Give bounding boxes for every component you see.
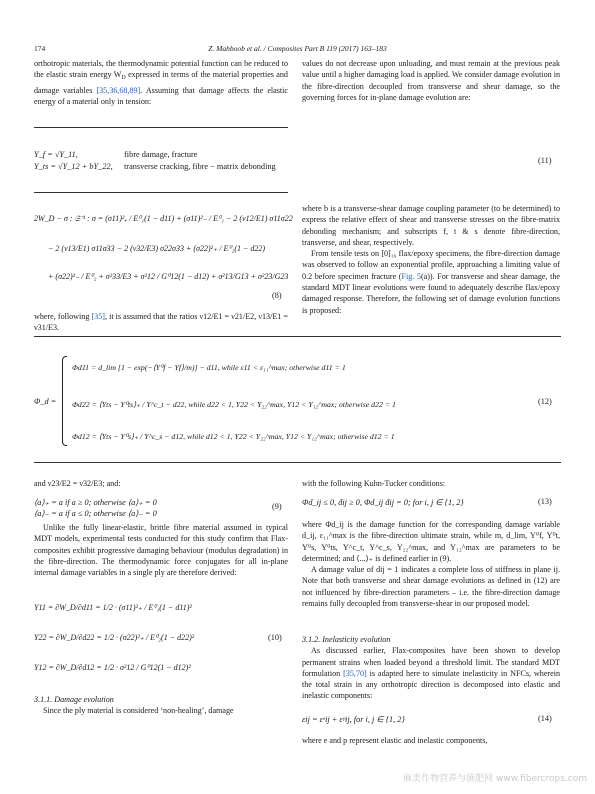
eq13-number: (13) [538, 497, 552, 506]
divider-rule [34, 192, 288, 193]
section-heading: 3.1.1. Damage evolution [34, 695, 114, 704]
text-span: , it is assumed that the ratios ν12/E1 = ν21/E2, ν13/E1 = ν31/E3. [34, 312, 288, 333]
text-span: expressed in terms of the material properties and damage variables [34, 70, 288, 95]
components-line [302, 735, 560, 746]
damage-evolution-section [34, 694, 288, 717]
paragraph-text: where b is a transverse-shear damage coupling parameter (to be determined) to express the relative effect of shear and transverse stresses on the fibre-matrix debonding mechanism; and subscripts f, t & s denote fibre-direction, transverse, and shear, respectively. [302, 204, 560, 247]
inelasticity-section [302, 634, 560, 702]
eq13: Φd_ij ≤ 0, ḋij ≥ 0, Φd_ij ḋij = 0; for i, j ∈ {1, 2} [302, 498, 464, 507]
ratio-line [34, 478, 288, 489]
coupling-paragraph [302, 203, 560, 316]
page-number: 174 [34, 44, 46, 53]
text-span: where, following [34, 312, 92, 321]
divider-rule [34, 336, 561, 337]
paragraph-text: Since the ply material is considered ‘non-healing’, damage [43, 706, 234, 716]
divider-rule [34, 127, 288, 128]
parameters-paragraph [302, 519, 560, 609]
watermark: 麻类作物营养与施肥网 www.fibercrops.com [403, 774, 587, 784]
citation-link[interactable]: [35,36,68,89] [96, 85, 141, 95]
divider-rule [34, 462, 561, 463]
journal-citation: Z. Mahboob et al. / Composites Part B 119 (2017) 163–183 [208, 44, 387, 53]
paragraph-text: Unlike the fully linear-elastic, brittle fibre material assumed in typical MDT models, experimental tests conducted for this study confirm that Flax-composites exhibit progressive damaging behaviour (modulus degradation) in the fibre-direction. The thermodynamic force conjugates for all in-plane internal damage variables in a single ply are therefore derived: [34, 523, 288, 578]
paragraph-text: with the following Kuhn-Tucker conditions: [302, 479, 446, 488]
text-span: (a)). For transverse and shear damage, the standard MDT linear evolutions were found to adequately describe flax/epoxy damaged response. Therefore, the following set of damage evolution functions is proposed: [302, 271, 560, 315]
paragraph-text: where e and p represent elastic and inelastic components, [302, 736, 488, 745]
text-span: . Assuming that damage affects the elastic energy of a material only in tension: [34, 85, 288, 106]
eq8-number: (8) [272, 291, 282, 300]
unlike-paragraph [34, 522, 288, 578]
paragraph-text: and ν23/E2 = ν32/E3; and: [34, 479, 121, 488]
eq10-y11: Y11 = ∂W_D/∂d11 = 1/2 · (σ11)²₊ / E⁰₁(1 − d11)² [34, 603, 192, 612]
eq12-number: (12) [538, 397, 552, 406]
eq12-lhs: Φ_d = [34, 397, 57, 406]
intro-paragraph: orthotropic materials, the thermodynamic potential function can be reduced to the elastic strain energy $W_D$ expressed in terms of the material properties and damage variables [35,36,68,89]. Assuming that damage affects the elastic energy of a material only in tension: [34, 59, 288, 106]
eq8-line1: 2W_D − σ : 𝔖⁻¹ : σ = (σ11)²₊ / E⁰₁(1 − d11) + (σ11)²₋ / E⁰₁ − 2 (ν12/E1) σ11σ22 [34, 214, 293, 223]
paragraph-text: where Φd_ij is the damage function for the corresponding damage variable d_ij, ε₁₁^max is the fibre-direction ultimate strain, while m, d_lim, Y⁰f, Y⁰t, Y⁰s, Y⁰ts, Y^c_t, Y^c_s, Y₂₂^max, and Y₁₂^max are parameters to be determined; and ⟨...⟩₊ is defined earlier in (9). [302, 520, 560, 563]
page-header [34, 44, 561, 58]
eq12-row2: Φd22 = ⟨Yts − Y⁰ts⟩₊ / Y^c_t − d22, while d22 < 1, Y22 < Y₂₂^max, Y12 < Y₁₂^max; otherwise d22 = 1 [72, 400, 396, 409]
citation-link[interactable]: [35,70] [343, 668, 367, 678]
text-span: As discussed earlier, Flax-composites have been shown to develop permanent strains when loaded beyond a threshold limit. The standard MDT formulation [302, 646, 560, 678]
eq8-line3: + (σ22)²₋ / E⁰₂ + σ²33/E3 + σ²12 / G⁰12(1 − d12) + σ²13/G13 + σ²23/G23 [48, 272, 289, 281]
figure-link[interactable]: Fig. 5 [401, 271, 421, 281]
eq14-number: (14) [538, 714, 552, 723]
text-span: is adapted here to simulate inelasticity in NFCs, wherein the total strain in any orthotropic direction is decomposed into elastic and inelastic components: [302, 668, 560, 701]
section-heading: 3.1.2. Inelasticity evolution [302, 635, 391, 644]
eq10-y12: Y12 = ∂W_D/∂d12 = 1/2 · σ²12 / G⁰12(1 − d12)² [34, 663, 191, 672]
eq11-line2-lhs: Y_ts = √Y_12 + bY_22, [34, 162, 113, 171]
eq8-line2: − 2 (ν13/E1) σ11σ33 − 2 (ν32/E3) σ22σ33 + (σ22)²₊ / E⁰₂(1 − d22) [48, 244, 266, 253]
eq11-line1-lhs: Y_f = √Y_11, [34, 150, 78, 159]
text-span: orthotropic materials, the thermodynamic potential function can be reduced to the elastic strain energy W [34, 59, 288, 80]
eq11-line1-desc: fibre damage, fracture [124, 150, 198, 159]
damage-forces-paragraph [302, 58, 560, 103]
eq10-y22: Y22 = ∂W_D/∂d22 = 1/2 · (σ22)²₊ / E⁰₂(1 − d22)² [34, 633, 195, 642]
citation-link[interactable]: [35] [91, 312, 105, 321]
paragraph-text: A damage value of dij = 1 indicates a complete loss of stiffness in plane ij. Note that both transverse and shear damage evolutions as defined in (12) are not influenced by fibre-direction parameters – i.e. the fibre-direction damage remains fully decoupled from transverse-shear in our proposed model. [302, 565, 560, 609]
kuhn-tucker-line [302, 478, 560, 489]
eq12-row1: Φd11 = d_lim [1 − exp(−⟨Y⁰f − Yf⟩/m)] − d11, while ε11 < ε₁₁^max; otherwise d11 = 1 [72, 363, 346, 372]
eq9-number: (9) [272, 502, 282, 511]
eq11-number: (11) [538, 156, 552, 165]
paragraph-text: values do not decrease upon unloading, and must remain at the previous peak value until a higher damaging load is applied. We consider damage evolution in the fibre-direction decoupled from transverse and shear damage, so the governing forces for in-plane damage evolution are: [302, 59, 560, 102]
eq10-number: (10) [268, 633, 282, 642]
eq8-where [34, 311, 288, 334]
eq9-line2: ⟨a⟩₋ = a if a ≤ 0; otherwise ⟨a⟩₋ = 0 [34, 509, 157, 518]
eq9-line1: ⟨a⟩₊ = a if a ≥ 0; otherwise ⟨a⟩₊ = 0 [34, 498, 157, 507]
left-brace [62, 356, 67, 446]
eq11-line2-desc: transverse cracking, fibre − matrix debonding [124, 162, 276, 171]
eq14: εij = εᵉij + εᵖij, for i, j ∈ {1, 2} [302, 715, 405, 724]
text-span: From tensile tests on [0]₁₆ flax/epoxy specimens, the fibre-direction damage was observed to follow an exponential profile, approaching a limiting value of 0.2 before specimen fracture ( [302, 249, 560, 281]
eq12-row3: Φd12 = ⟨Yts − Y⁰s⟩₊ / Y^c_s − d12, while d12 < 1, Y22 < Y₂₂^max, Y12 < Y₁₂^max; otherwise d12 = 1 [72, 432, 395, 441]
